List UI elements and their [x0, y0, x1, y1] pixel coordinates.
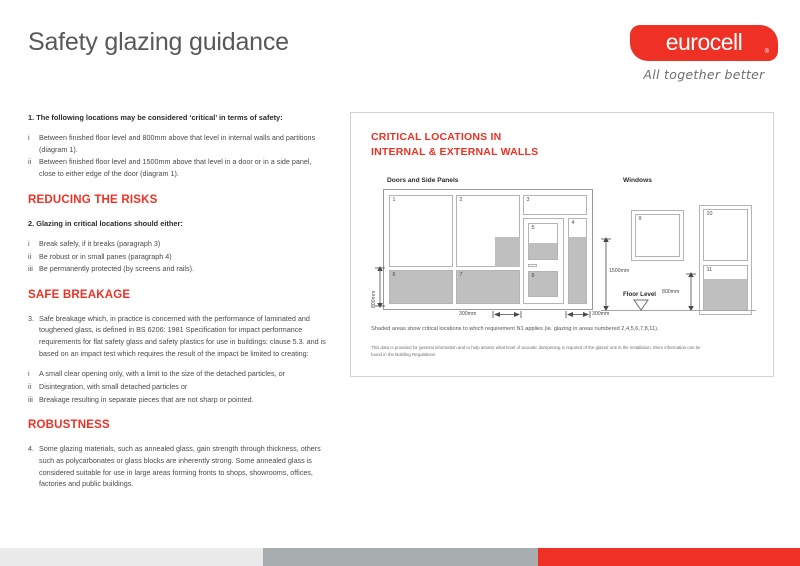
list-item: [28, 263, 328, 275]
list-item-text: A small clear opening only, with a limit to the size of the detached particles, or: [39, 369, 285, 379]
list-item-text: Disintegration, with small detached particles or: [39, 382, 188, 392]
guidance-text-column: [28, 112, 328, 490]
list-glazing-requirements: [28, 238, 328, 275]
diagram-group-label-windows: Windows: [623, 177, 652, 184]
dimension-arrow-300mm-left: [492, 310, 522, 319]
dimension-arrow-300mm-right: [565, 310, 591, 319]
list-item: [28, 238, 328, 250]
diagram-group-label-doors: Doors and Side Panels: [387, 177, 459, 184]
paragraph-text: Some glazing materials, such as annealed glass, gain strength through thickness, others such as polycarbonates or glass blocks are inherently strong. Some annealed glass is considered suitable for use in large areas forming fronts to shops, showrooms, offices, factories and public buildings.: [39, 444, 321, 489]
letterbox-slot-icon: [528, 264, 537, 267]
list-marker: iii: [28, 264, 33, 274]
footer-bar-segment-red: [538, 548, 800, 566]
critical-locations-diagram-panel: [350, 112, 774, 377]
list-item: [28, 156, 328, 179]
footer-color-bar: [0, 548, 800, 566]
glazing-pane-8: [528, 271, 558, 297]
pane-number-1: 1: [392, 197, 396, 203]
glazing-pane-1: [389, 195, 453, 267]
list-item-text: Be permanently protected (by screens and rails).: [39, 264, 195, 274]
paragraph-2-lead: 2. Glazing in critical locations should either:: [28, 218, 183, 228]
paragraph-marker: 4.: [28, 444, 34, 454]
section-heading-robustness: ROBUSTNESS: [28, 419, 110, 432]
glazing-pane-6: [389, 270, 453, 304]
pane-5-critical-shading: [529, 243, 557, 259]
list-critical-locations: [28, 132, 328, 180]
registered-trademark-icon: ®: [764, 49, 769, 55]
diagram-panel-title: [371, 130, 538, 160]
section-heading-safe-breakage: SAFE BREAKAGE: [28, 288, 131, 301]
pane-number-8: 8: [531, 273, 535, 279]
list-marker: ii: [28, 382, 32, 392]
pane-number-11: 11: [706, 267, 713, 273]
list-item: [28, 381, 328, 393]
paragraph-marker: 3.: [28, 313, 34, 323]
paragraph-text: Safe breakage which, in practice is concerned with the performance of laminated and toughened glass, is defined in BS 6206: 1981 Specification for impact performance requirements for flat safety glass and safety plastics for use in buildings: clause 5.3. and is based on an impact test which requires the result of the impact be limited to creating:: [39, 313, 326, 358]
diagram-title-line-2: INTERNAL & EXTERNAL WALLS: [371, 146, 539, 159]
section-heading-reducing-the-risks: REDUCING THE RISKS: [28, 193, 158, 206]
floor-level-line: [601, 310, 756, 311]
dimension-label-1500mm: 1500mm: [609, 268, 630, 274]
dimension-label-300mm-left: 300mm: [459, 311, 477, 317]
list-item: [28, 132, 328, 155]
pane-11-critical-shading: [704, 279, 747, 310]
pane-number-4: 4: [571, 220, 575, 226]
list-item: [28, 368, 328, 380]
diagram-title-line-1: CRITICAL LOCATIONS IN: [371, 131, 502, 143]
pane-number-2: 2: [459, 197, 463, 203]
dimension-label-800mm-left: 800mm: [371, 290, 377, 308]
list-item-text: Between finished floor level and 1500mm above that level in a door or in a side panel, close to either edge of the door (diagram 1).: [39, 157, 312, 179]
pane-number-7: 7: [459, 272, 463, 278]
brand-tagline: All together better: [643, 67, 765, 82]
list-item: [28, 251, 328, 263]
diagram-caption-main: Shaded areas show critical locations to which requirement N1 applies (ie. glazing in areas numbered 2,4,5,6,7,8,11).: [371, 326, 659, 332]
page-title: Safety glazing guidance: [28, 28, 289, 56]
list-item-text: Be robust or in small panes (paragraph 4): [39, 251, 172, 261]
pane-number-5: 5: [531, 225, 535, 231]
glazing-pane-7: [456, 270, 520, 304]
pane-2-critical-shading: [495, 237, 520, 267]
list-item-text: Between finished floor level and 800mm above that level in internal walls and partitions (diagram 1).: [39, 133, 316, 154]
footer-bar-segment-grey: [263, 548, 538, 566]
list-marker: i: [28, 238, 30, 248]
dimension-line-1500mm: [601, 237, 611, 311]
pane-number-3: 3: [526, 197, 530, 203]
list-impact-outcomes: [28, 368, 328, 405]
pane-4-critical-shading: [569, 237, 586, 303]
floor-level-label: Floor Level: [623, 291, 657, 298]
glazing-pane-10: [703, 209, 748, 261]
paragraph-3: [28, 313, 328, 360]
glazing-pane-3: [523, 195, 587, 215]
pane-number-6: 6: [392, 272, 396, 278]
list-marker: i: [28, 369, 30, 379]
list-marker: iii: [28, 394, 33, 404]
pane-number-9: 9: [638, 216, 642, 222]
brand-logo: [630, 25, 778, 82]
list-marker: i: [28, 133, 30, 143]
glazing-pane-9: [635, 214, 680, 257]
paragraph-4: [28, 443, 328, 490]
list-item: [28, 394, 328, 406]
dimension-line-800mm-right: [686, 272, 696, 311]
paragraph-1-lead: 1. The following locations may be considered ‘critical’ in terms of safety:: [28, 113, 283, 122]
dimension-label-800mm-right: 800mm: [662, 289, 680, 295]
list-marker: ii: [28, 157, 32, 167]
logo-wordmark: eurocell: [665, 28, 743, 55]
logo-badge: [630, 25, 778, 61]
list-item-text: Break safely, if it breaks (paragraph 3): [39, 238, 161, 248]
list-item-text: Breakage resulting in separate pieces that are not sharp or pointed.: [39, 394, 254, 404]
list-marker: ii: [28, 251, 32, 261]
pane-number-10: 10: [706, 211, 713, 217]
dimension-label-300mm-right: 300mm: [592, 311, 610, 317]
floor-level-triangle-icon: [633, 299, 649, 311]
diagram-caption-disclaimer: This data is provided for general information and to help assess what level of acoustic dampening is required of the glazed unit in the installation. More information can be found in the Building Regulations: [371, 345, 701, 358]
footer-bar-segment-light: [0, 548, 263, 566]
